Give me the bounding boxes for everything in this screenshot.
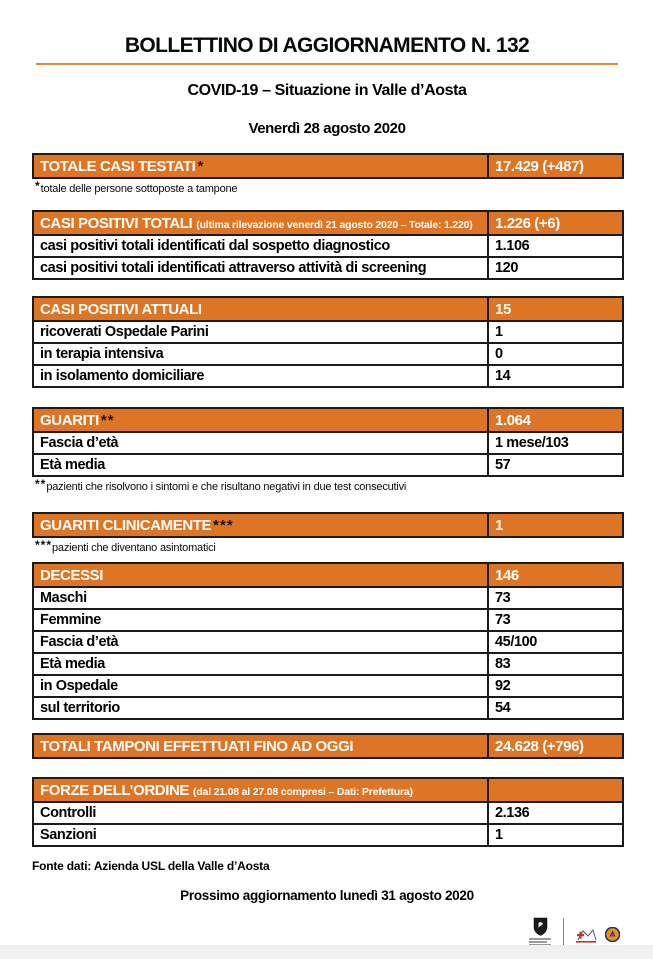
header-value: 146 bbox=[488, 563, 623, 587]
row-label: Femmine bbox=[33, 609, 488, 631]
row-label: Maschi bbox=[33, 587, 488, 609]
shield-icon bbox=[533, 917, 548, 936]
header-label: CASI POSITIVI TOTALI bbox=[40, 214, 193, 232]
footnote-text: pazienti che risolvono i sintomi e che risultano negativi in due test consecutivi bbox=[46, 481, 407, 493]
header-label: TOTALI TAMPONI EFFETTUATI FINO AD OGGI bbox=[33, 734, 488, 758]
header-note: (dal 21.08 al 27.08 compresi – Dati: Prefettura) bbox=[193, 785, 413, 798]
table-row bbox=[33, 802, 623, 824]
header-value: 24.628 (+796) bbox=[488, 734, 623, 758]
row-label: casi positivi totali identificati dal sospetto diagnostico bbox=[33, 235, 488, 257]
row-label: casi positivi totali identificati attraverso attività di screening bbox=[33, 257, 488, 279]
page-subtitle: COVID-19 – Situazione in Valle d’Aosta bbox=[187, 82, 467, 99]
header-label: CASI POSITIVI ATTUALI bbox=[33, 297, 488, 321]
table-totali-tamponi bbox=[32, 733, 624, 759]
azienda-usl-valle-daosta-logo bbox=[574, 926, 598, 946]
header-label-cell bbox=[33, 154, 488, 178]
header-label: DECESSI bbox=[33, 563, 488, 587]
header-label: GUARITI bbox=[40, 411, 99, 429]
table-row bbox=[33, 321, 623, 343]
footnote-marker: *** bbox=[35, 538, 53, 552]
protezione-civile-logo bbox=[605, 927, 620, 942]
row-value: 73 bbox=[488, 609, 623, 631]
page-title: BOLLETTINO DI AGGIORNAMENTO N. 132 bbox=[124, 34, 530, 57]
table-header-row bbox=[33, 563, 623, 587]
row-value: 92 bbox=[488, 675, 623, 697]
header-value: 17.429 (+487) bbox=[488, 154, 623, 178]
table-row bbox=[33, 609, 623, 631]
header-label-cell bbox=[33, 778, 488, 802]
footnote-text: pazienti che diventano asintomatici bbox=[52, 542, 216, 554]
header-value: 1.226 (+6) bbox=[488, 211, 623, 235]
row-value: 0 bbox=[488, 343, 623, 365]
table-casi-positivi-attuali bbox=[32, 296, 624, 388]
table-casi-positivi-totali bbox=[32, 210, 624, 280]
table-totale-casi-testati bbox=[32, 153, 624, 179]
row-label: ricoverati Ospedale Parini bbox=[33, 321, 488, 343]
footnote-guariti-clinicamente bbox=[35, 538, 622, 555]
footnote-guariti bbox=[35, 477, 622, 494]
row-label: sul territorio bbox=[33, 697, 488, 719]
table-header-row bbox=[33, 734, 623, 758]
table-header-row bbox=[33, 513, 623, 537]
table-header-row bbox=[33, 408, 623, 432]
header-value: 15 bbox=[488, 297, 623, 321]
header-label: TOTALE CASI TESTATI bbox=[40, 157, 196, 175]
row-label: in terapia intensiva bbox=[33, 343, 488, 365]
row-label: Fascia d’età bbox=[33, 631, 488, 653]
next-update-line: Prossimo aggiornamento lunedì 31 agosto 2020 bbox=[180, 888, 474, 903]
header-asterisks: *** bbox=[213, 516, 234, 534]
header-label-cell bbox=[33, 211, 488, 235]
footnote-tamponi bbox=[35, 179, 622, 196]
page-bottom-edge bbox=[0, 945, 653, 959]
row-value: 73 bbox=[488, 587, 623, 609]
row-label: Età media bbox=[33, 454, 488, 476]
header-asterisks: ** bbox=[100, 411, 115, 429]
row-value: 45/100 bbox=[488, 631, 623, 653]
table-header-row bbox=[33, 778, 623, 802]
data-source-line: Fonte dati: Azienda USL della Valle d’Aosta bbox=[32, 859, 270, 873]
header-label-cell bbox=[33, 408, 488, 432]
footnote-marker: ** bbox=[35, 477, 47, 491]
table-forze-dellordine bbox=[32, 777, 624, 847]
table-row bbox=[33, 343, 623, 365]
table-guariti bbox=[32, 407, 624, 477]
header-label: GUARITI CLINICAMENTE bbox=[40, 516, 212, 534]
title-underline bbox=[36, 63, 618, 65]
header-label-cell bbox=[33, 513, 488, 537]
table-header-row bbox=[33, 297, 623, 321]
row-value: 1 mese/103 bbox=[488, 432, 623, 454]
table-row bbox=[33, 432, 623, 454]
row-value: 2.136 bbox=[488, 802, 623, 824]
row-value: 1.106 bbox=[488, 235, 623, 257]
table-guariti-clinicamente bbox=[32, 512, 624, 538]
header-value: 1.064 bbox=[488, 408, 623, 432]
row-value: 1 bbox=[488, 824, 623, 846]
header-note: (ultima rilevazione venerdì 21 agosto 2020 – Totale: 1.220) bbox=[196, 218, 473, 231]
header-label: FORZE DELL’ORDINE bbox=[40, 781, 190, 799]
row-value: 54 bbox=[488, 697, 623, 719]
table-header-row bbox=[33, 154, 623, 178]
row-value: 1 bbox=[488, 321, 623, 343]
header-value bbox=[488, 778, 623, 802]
row-label: in isolamento domiciliare bbox=[33, 365, 488, 387]
table-row bbox=[33, 587, 623, 609]
row-label: Età media bbox=[33, 653, 488, 675]
footnote-text: totale delle persone sottoposte a tampone bbox=[40, 183, 238, 195]
table-row bbox=[33, 365, 623, 387]
row-value: 57 bbox=[488, 454, 623, 476]
header-value: 1 bbox=[488, 513, 623, 537]
regione-valle-daosta-coat-of-arms-logo bbox=[527, 917, 553, 949]
row-value: 83 bbox=[488, 653, 623, 675]
row-label: Controlli bbox=[33, 802, 488, 824]
table-row bbox=[33, 235, 623, 257]
table-row bbox=[33, 653, 623, 675]
table-row bbox=[33, 631, 623, 653]
table-row bbox=[33, 454, 623, 476]
header-asterisks: * bbox=[197, 157, 205, 175]
table-header-row bbox=[33, 211, 623, 235]
footnote-marker: * bbox=[35, 179, 41, 193]
table-row bbox=[33, 697, 623, 719]
row-value: 14 bbox=[488, 365, 623, 387]
table-row bbox=[33, 675, 623, 697]
row-label: Sanzioni bbox=[33, 824, 488, 846]
row-label: Fascia d’età bbox=[33, 432, 488, 454]
row-label: in Ospedale bbox=[33, 675, 488, 697]
row-value: 120 bbox=[488, 257, 623, 279]
table-decessi bbox=[32, 562, 624, 720]
bulletin-date: Venerdì 28 agosto 2020 bbox=[248, 120, 406, 137]
table-row bbox=[33, 824, 623, 846]
table-row bbox=[33, 257, 623, 279]
